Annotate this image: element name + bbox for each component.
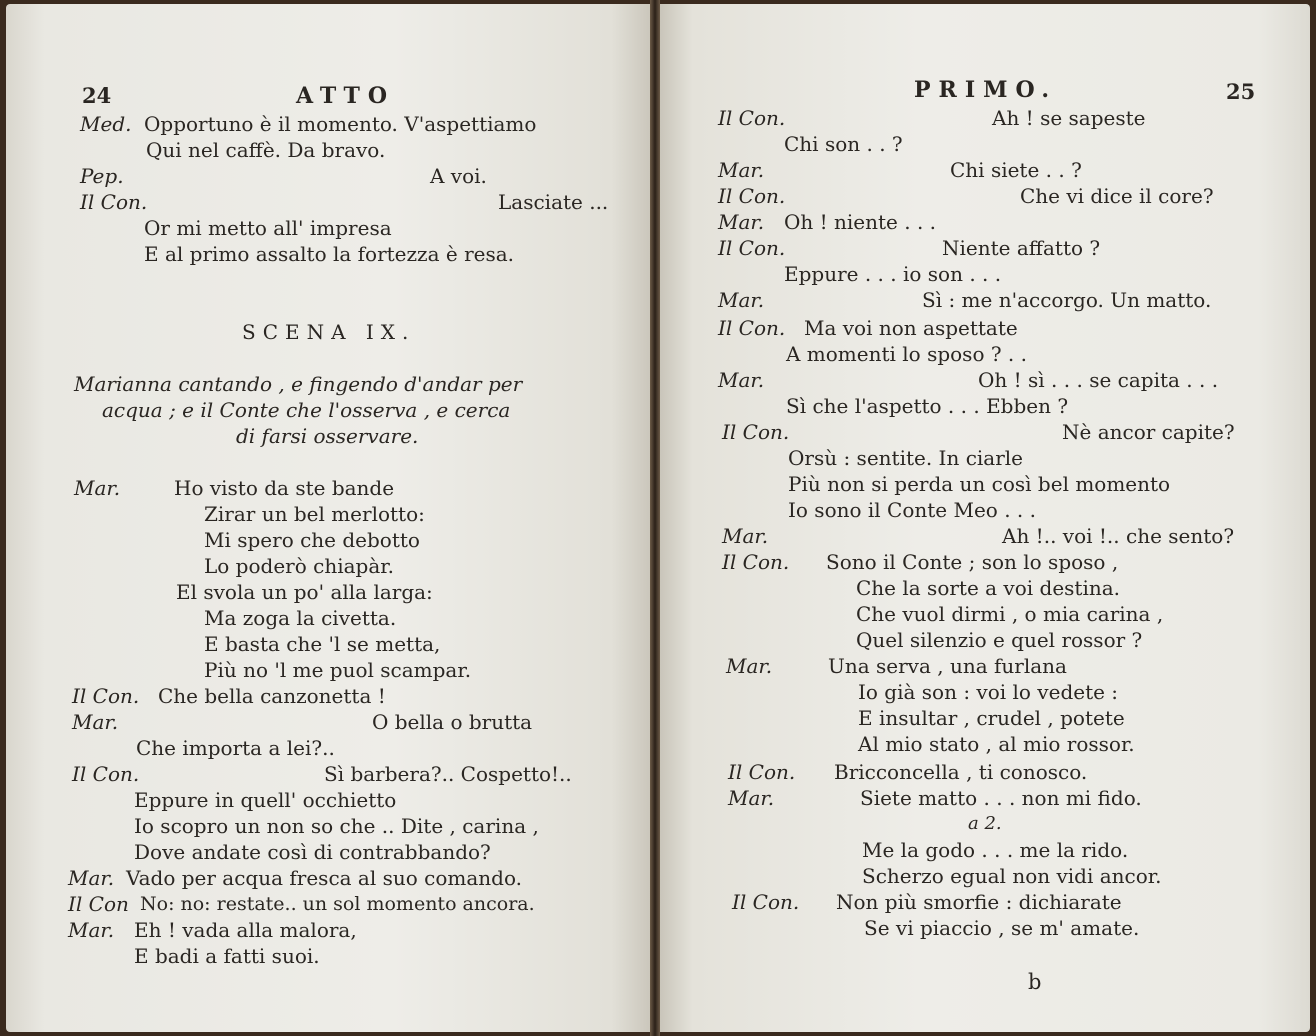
scene-title: SCENA IX. [242, 320, 416, 344]
verse-line: Ho visto da ste bande [174, 476, 395, 500]
verse-line: Che la sorte a voi destina. [856, 576, 1121, 600]
verse-line: Non più smorfie : dichiarate [836, 890, 1122, 914]
verse-line: Eppure in quell' occhietto [134, 788, 397, 812]
verse-line: A voi. [430, 164, 487, 188]
speaker: Mar. [68, 866, 115, 890]
speaker: Mar. [726, 654, 773, 678]
speaker: Mar. [72, 710, 119, 734]
verse-line: Io scopro un non so che .. Dite , carina , [134, 814, 539, 838]
verse-line: Una serva , una furlana [828, 654, 1067, 678]
verse-line: Dove andate così di contrabbando? [134, 840, 491, 864]
verse-line: E badi a fatti suoi. [134, 944, 320, 968]
verse-line: Ma zoga la civetta. [204, 606, 397, 630]
verse-line: Che vi dice il core? [1020, 184, 1214, 208]
verse-line: Sono il Conte ; son lo sposo , [826, 550, 1119, 574]
speaker: Mar. [68, 918, 115, 942]
speaker: Med. [80, 112, 132, 136]
speaker: Il Con. [72, 684, 140, 708]
running-head: ATTO [296, 83, 395, 109]
left-page [6, 4, 650, 1032]
verse-line: Lasciate ... [498, 190, 609, 214]
verse-line: Chi son . . ? [784, 132, 903, 156]
speaker: Il Con. [718, 184, 786, 208]
speaker: Il Con. [718, 236, 786, 260]
verse-line: Nè ancor capite? [1062, 420, 1235, 444]
verse-line: Chi siete . . ? [950, 158, 1082, 182]
verse-line: Opportuno è il momento. V'aspettiamo [144, 112, 537, 136]
speaker: Il Con [68, 892, 129, 916]
verse-line: Oh ! sì . . . se capita . . . [978, 368, 1219, 392]
verse-line: Oh ! niente . . . [784, 210, 937, 234]
speaker: Mar. [718, 158, 765, 182]
speaker: Il Con. [72, 762, 140, 786]
verse-line: Io già son : voi lo vedete : [858, 680, 1119, 704]
speaker: Pep. [80, 164, 124, 188]
speaker: Il Con. [722, 550, 790, 574]
verse-line: Ma voi non aspettate [804, 316, 1018, 340]
speaker: Il Con. [728, 760, 796, 784]
verse-line: Io sono il Conte Meo . . . [788, 498, 1036, 522]
stage-direction: Marianna cantando , e fingendo d'andar per [74, 372, 523, 396]
speaker: Mar. [74, 476, 121, 500]
verse-line: Ah ! se sapeste [992, 106, 1146, 130]
stage-direction: acqua ; e il Conte che l'osserva , e cerca [102, 398, 511, 422]
running-head: PRIMO. [914, 77, 1058, 103]
verse-line: Me la godo . . . me la rido. [862, 838, 1129, 862]
verse-line: Che vuol dirmi , o mia carina , [856, 602, 1164, 626]
verse-line: El svola un po' alla larga: [176, 580, 433, 604]
verse-line: Qui nel caffè. Da bravo. [146, 138, 386, 162]
speaker: Mar. [722, 524, 769, 548]
verse-line: Or mi metto all' impresa [144, 216, 392, 240]
verse-line: Sì : me n'accorgo. Un matto. [922, 288, 1212, 312]
page-number: 24 [82, 83, 112, 108]
verse-line: Scherzo egual non vidi ancor. [862, 864, 1162, 888]
verse-line: Mi spero che debotto [204, 528, 420, 552]
stage-direction: di farsi osservare. [236, 424, 419, 448]
page-number: 25 [1226, 79, 1256, 104]
verse-line: Zirar un bel merlotto: [204, 502, 425, 526]
verse-line: Al mio stato , al mio rossor. [858, 732, 1135, 756]
verse-line: Siete matto . . . non mi fido. [860, 786, 1142, 810]
speaker: Mar. [718, 210, 765, 234]
verse-line: Più no 'l me puol scampar. [204, 658, 472, 682]
verse-line: Bricconcella , ti conosco. [834, 760, 1088, 784]
verse-line: Quel silenzio e quel rossor ? [856, 628, 1143, 652]
verse-line: Sì barbera?.. Cospetto!.. [324, 762, 572, 786]
speaker: Mar. [728, 786, 775, 810]
verse-line: Se vi piaccio , se m' amate. [864, 916, 1140, 940]
book-gutter [650, 0, 660, 1036]
verse-line: Orsù : sentite. In ciarle [788, 446, 1024, 470]
verse-line: No: no: restate.. un sol momento ancora. [140, 893, 535, 915]
verse-line: E al primo assalto la fortezza è resa. [144, 242, 515, 266]
ensemble-marker: a 2. [968, 813, 1002, 834]
verse-line: Che importa a lei?.. [136, 736, 335, 760]
speaker: Il Con. [718, 106, 786, 130]
verse-line: Eh ! vada alla malora, [134, 918, 357, 942]
verse-line: Vado per acqua fresca al suo comando. [126, 866, 523, 890]
speaker: Il Con. [722, 420, 790, 444]
verse-line: A momenti lo sposo ? . . [786, 342, 1027, 366]
speaker: Mar. [718, 368, 765, 392]
verse-line: E insultar , crudel , potete [858, 706, 1125, 730]
verse-line: Che bella canzonetta ! [158, 684, 386, 708]
verse-line: Sì che l'aspetto . . . Ebben ? [786, 394, 1069, 418]
verse-line: Niente affatto ? [942, 236, 1101, 260]
speaker: Il Con. [80, 190, 148, 214]
right-page [660, 4, 1310, 1032]
verse-line: E basta che 'l se metta, [204, 632, 441, 656]
speaker: Mar. [718, 288, 765, 312]
verse-line: Ah !.. voi !.. che sento? [1002, 524, 1235, 548]
verse-line: Lo poderò chiapàr. [204, 554, 394, 578]
verse-line: Eppure . . . io son . . . [784, 262, 1002, 286]
speaker: Il Con. [732, 890, 800, 914]
speaker: Il Con. [718, 316, 786, 340]
verse-line: O bella o brutta [372, 710, 533, 734]
verse-line: Più non si perda un così bel momento [788, 472, 1171, 496]
signature-mark: b [1028, 970, 1042, 994]
